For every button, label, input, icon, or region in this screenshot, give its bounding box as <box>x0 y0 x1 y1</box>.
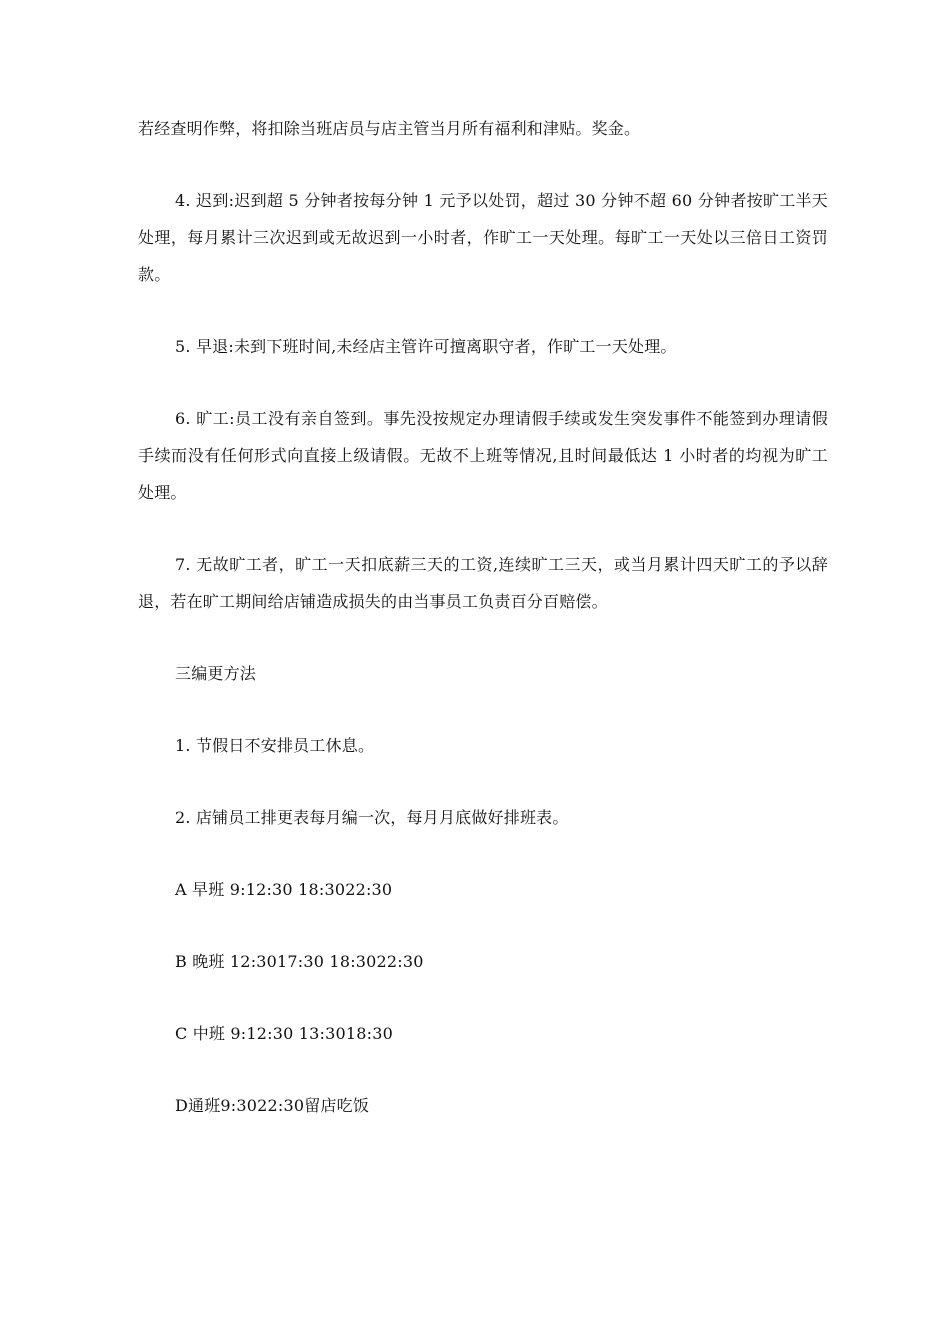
shift-b: B 晚班 12:3017:30 18:3022:30 <box>175 952 424 971</box>
paragraph-early-leave: 5. 早退:未到下班时间,未经店主管许可擅离职守者，作旷工一天处理。 <box>175 337 677 356</box>
shift-d: D通班9:3022:30留店吃饭 <box>175 1096 370 1115</box>
shift-a: A 早班 9:12:30 18:3022:30 <box>175 880 393 899</box>
rule-schedule: 2. 店铺员工排更表每月编一次，每月月底做好排班表。 <box>175 808 569 827</box>
rule-holidays: 1. 节假日不安排员工休息。 <box>175 736 375 755</box>
paragraph-unexcused-absence: 7. 无故旷工者，旷工一天扣底薪三天的工资,连续旷工三天，或当月累计四天旷工的予以辞退，若在旷工期间给店铺造成损失的由当事员工负责百分百赔偿。 <box>138 555 828 611</box>
paragraph-late-arrival: 4. 迟到:迟到超 5 分钟者按每分钟 1 元予以处罚，超过 30 分钟不超 60 分钟者按旷工半天处理，每月累计三次迟到或无故迟到一小时者，作旷工一天处理。每旷工一天处以三倍日工资罚款。 <box>138 191 828 284</box>
document-body <box>138 110 828 1159</box>
paragraph-cheating-penalty: 若经查明作弊，将扣除当班店员与店主管当月所有福利和津贴。奖金。 <box>138 119 641 138</box>
section-heading: 三编更方法 <box>175 664 257 683</box>
shift-c: C 中班 9:12:30 13:3018:30 <box>175 1024 393 1043</box>
paragraph-absenteeism: 6. 旷工:员工没有亲自签到。事先没按规定办理请假手续或发生突发事件不能签到办理请假手续而没有任何形式向直接上级请假。无故不上班等情况,且时间最低达 1 小时者的均视为旷工处理。 <box>138 409 828 502</box>
